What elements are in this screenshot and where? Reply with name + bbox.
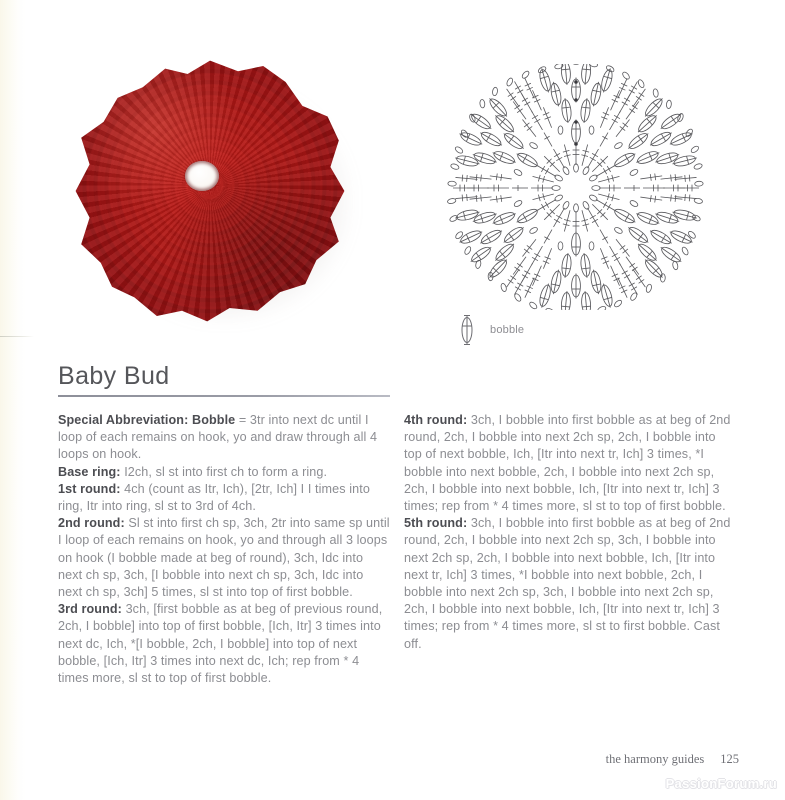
crochet-chart-diagram <box>440 64 712 310</box>
title-divider <box>58 395 390 397</box>
chart-svg <box>440 64 712 310</box>
paragraph-lead: 3rd round: <box>58 602 122 617</box>
legend-label-bobble: bobble <box>490 324 525 336</box>
paragraph-text: = 3tr into next dc until I loop of each remains on hook, yo and draw through all 4 loops on hook. <box>58 413 378 462</box>
instruction-paragraph <box>58 481 390 515</box>
paragraph-text: 3ch, I bobble into first bobble as at beg of 2nd round, 2ch, I bobble into next 2ch sp, 3ch, I bobble into next 2ch sp, 2ch, I bobble into next bobble, Ich, [Itr into next tr, Ich] 3 times, *I bobble into next bobble, 2ch, I bobble into next 2ch sp, 3ch, I bobble into next 2ch sp, 2ch, I bobble into next bobble, Ich, [Itr into next tr, Ich] 3 times; rep from * 4 times more, sl st to first bobble. Cast off. <box>404 516 731 651</box>
instruction-paragraph <box>58 601 390 687</box>
footer-book-title: the harmony guides <box>605 752 705 766</box>
instructions-right-column <box>404 412 736 653</box>
instruction-paragraph <box>58 412 390 464</box>
page-gutter-edge <box>0 0 26 800</box>
paragraph-text: I2ch, sl st into first ch to form a ring. <box>120 464 328 479</box>
chart-legend <box>456 312 524 348</box>
footer-page-number: 125 <box>720 752 739 766</box>
paragraph-text: 4ch (count as Itr, Ich), [2tr, Ich] I I times into ring, Itr into ring, sl st to 3rd of 4ch. <box>58 481 370 514</box>
paragraph-text: 3ch, [first bobble as at beg of previous round, 2ch, I bobble] into top of first bobble, [Ich, Itr] 3 times into next dc, Ich, *[I bobble, 2ch, I bobble] into top of next bobble, [Ich, Itr] 3 times into next dc, Ich; rep from * 4 times more, sl st to top of first bobble. <box>58 602 383 686</box>
paragraph-lead: 4th round: <box>404 413 468 427</box>
paragraph-lead: Special Abbreviation: Bobble <box>58 413 236 427</box>
instructions-left-column <box>58 412 390 687</box>
instruction-paragraph <box>404 412 736 515</box>
instruction-paragraph <box>58 464 390 481</box>
paragraph-text: 3ch, I bobble into first bobble as at beg of 2nd round, 2ch, I bobble into next 2ch sp, 2ch, I bobble into top of next bobble, Ich, [Itr into next tr, Ich] 3 times, *I bobble into next bobble, 2ch, I bobble into next 2ch sp, 2ch, I bobble into next bobble, Ich, [Itr into next tr, Ich] 3 times; rep from * 4 times more, sl st to top of first bobble. <box>404 413 731 514</box>
chart-round-1 <box>531 143 621 233</box>
page-footer <box>0 752 785 767</box>
motif-image <box>70 58 350 324</box>
instruction-paragraph <box>404 515 736 653</box>
page-gutter-crease <box>0 336 34 337</box>
crochet-motif-photo <box>62 52 362 330</box>
bobble-symbol-icon <box>456 312 478 348</box>
paragraph-lead: 1st round: <box>58 481 121 496</box>
site-watermark: PassionForum.ru <box>665 776 777 791</box>
page-title: Baby Bud <box>58 362 170 390</box>
paragraph-lead: Base ring: <box>58 464 121 479</box>
paragraph-text: Sl st into first ch sp, 3ch, 2tr into same sp until I loop of each remains on hook, yo and through all 3 loops on hook (I bobble made at beg of round), 3ch, Idc into next ch sp, 3ch, [I bobble into next ch sp, 3ch, Idc into next ch sp, 3ch] 5 times, sl st into top of first bobble. <box>58 516 390 600</box>
instruction-paragraph <box>58 515 390 601</box>
paragraph-lead: 5th round: <box>404 516 468 531</box>
paragraph-lead: 2nd round: <box>58 516 125 531</box>
